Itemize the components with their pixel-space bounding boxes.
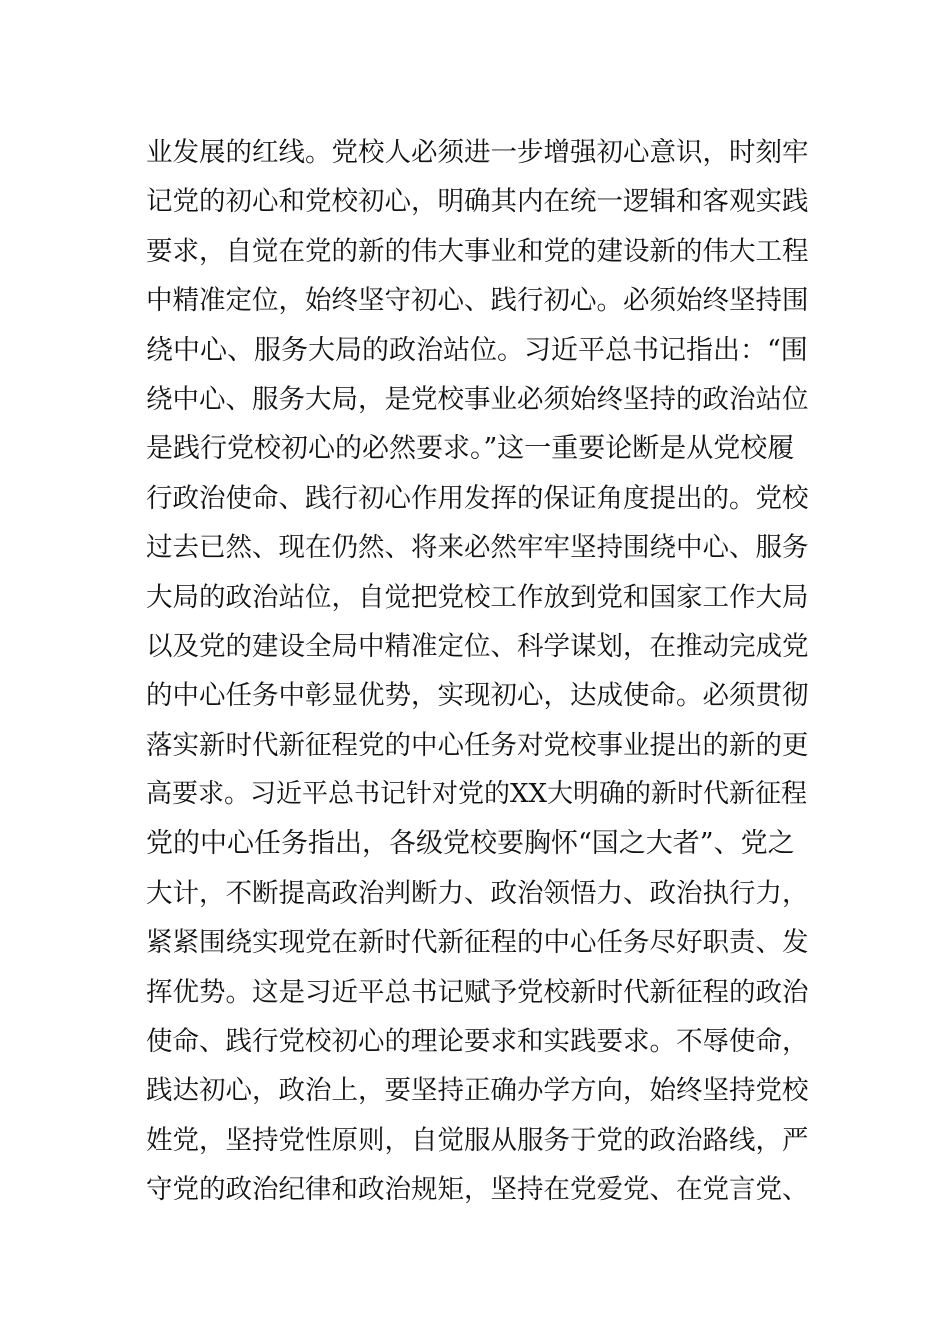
text-line-20: 践达初心，政治上，要坚持正确办学方向，始终坚持党校 — [146, 1075, 809, 1107]
text-line-17: 紧紧围绕实现党在新时代新征程的中心任务尽好职责、发 — [146, 927, 809, 959]
text-line-11: 以及党的建设全局中精准定位、科学谋划，在推动完成党 — [146, 630, 809, 662]
body-text — [146, 128, 816, 1215]
text-line-2: 记党的初心和党校初心，明确其内在统一逻辑和客观实践 — [146, 186, 809, 218]
text-line-19: 使命、践行党校初心的理论要求和实践要求。不辱使命， — [146, 1026, 809, 1058]
text-line-13: 落实新时代新征程党的中心任务对党校事业提出的新的更 — [146, 729, 809, 761]
text-line-3: 要求，自觉在党的新的伟大事业和党的建设新的伟大工程 — [146, 235, 809, 267]
text-line-16: 大计，不断提高政治判断力、政治领悟力、政治执行力， — [146, 877, 809, 909]
text-line-22: 守党的政治纪律和政治规矩，坚持在党爱党、在党言党、 — [146, 1174, 809, 1206]
text-line-12: 的中心任务中彰显优势，实现初心，达成使命。必须贯彻 — [146, 680, 809, 712]
text-line-15: 党的中心任务指出，各级党校要胸怀“国之大者”、党之 — [146, 828, 795, 860]
text-line-6: 绕中心、服务大局，是党校事业必须始终坚持的政治站位 — [146, 383, 809, 415]
text-line-18: 挥优势。这是习近平总书记赋予党校新时代新征程的政治 — [146, 976, 809, 1008]
text-line-14: 高要求。习近平总书记针对党的XX大明确的新时代新征程 — [146, 779, 808, 810]
text-line-21: 姓党，坚持党性原则，自觉服从服务于党的政治路线，严 — [146, 1124, 809, 1156]
text-line-5: 绕中心、服务大局的政治站位。习近平总书记指出：“围 — [146, 334, 808, 366]
text-line-1: 业发展的红线。党校人必须进一步增强初心意识，时刻牢 — [146, 137, 809, 168]
text-line-10: 大局的政治站位，自觉把党校工作放到党和国家工作大局 — [146, 581, 809, 613]
text-line-9: 过去已然、现在仍然、将来必然牢牢坚持围绕中心、服务 — [146, 532, 809, 564]
text-line-8: 行政治使命、践行初心作用发挥的保证角度提出的。党校 — [146, 482, 809, 514]
text-line-4: 中精准定位，始终坚守初心、践行初心。必须始终坚持围 — [146, 285, 809, 317]
text-line-7: 是践行党校初心的必然要求。”这一重要论断是从党校履 — [146, 433, 795, 465]
